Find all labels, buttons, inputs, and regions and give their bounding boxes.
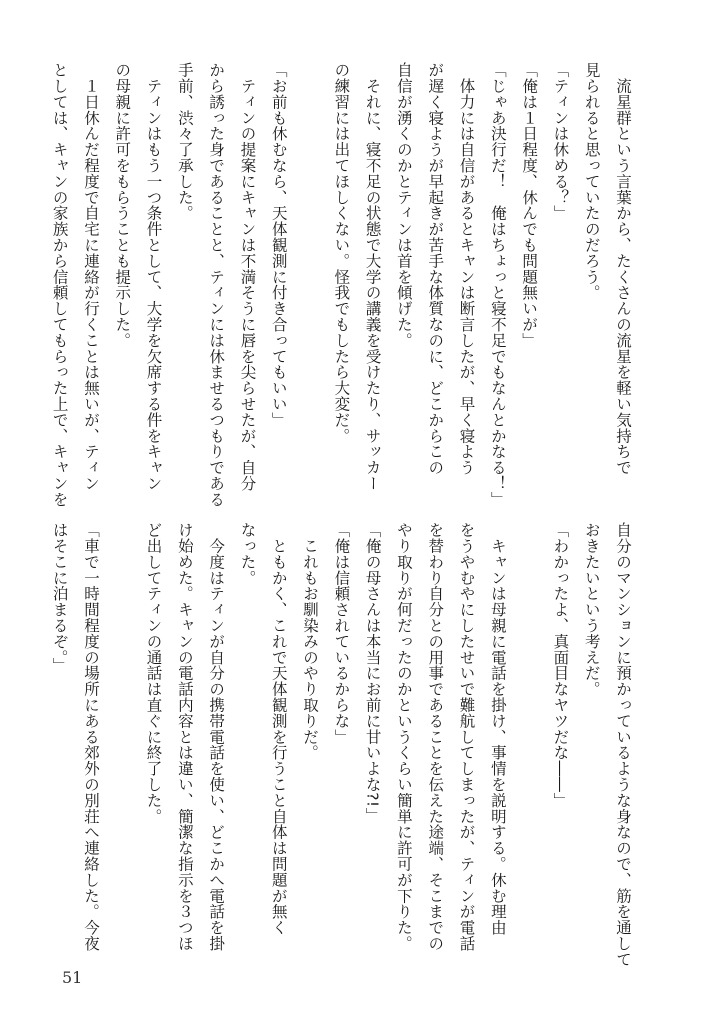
text-line: ティンはもう一つ条件として、大学を欠席する件をキャン	[144, 62, 163, 492]
text-line: おきたいという考えだ。	[582, 522, 601, 697]
text-line: から誘った身であることと、ティンには休ませるつもりである	[207, 62, 226, 508]
text-line: が遅く寝ようが早起きが苦手な体質なのに、どこからこの	[426, 62, 445, 476]
text-line: ティンの提案にキャンは不満そうに唇を尖らせたが、自分	[238, 62, 257, 492]
text-line: 「俺は信頼されているからな」	[332, 522, 351, 745]
text-line: 自分のマンションに預かっているような身なので、筋を通して	[614, 522, 632, 968]
text-line: け始めた。キャンの電話内容とは違い、簡潔な指示を３つほ	[175, 522, 194, 952]
page-number: 51	[62, 968, 83, 987]
text-line	[106, 522, 137, 962]
text-line: 「俺は１日程度、休んでも問題無いが」	[520, 62, 539, 349]
text-line: としては、キャンの家族から信頼してもらった上で、キャンを	[50, 62, 69, 508]
text-line: 「お前も休むなら、天体観測に付き合ってもいい」	[269, 62, 288, 428]
text-line: をうやむやにしたせいで難航してしまったが、ティンが電話	[457, 522, 476, 952]
upper-text-block	[43, 62, 638, 508]
text-line: 手前、渋々了承した。	[175, 62, 194, 221]
text-line: 体力には自信があるとキャンは断言したが、早く寝よう	[457, 62, 476, 476]
text-line: 自信が湧くのかとティンは首を傾げた。	[394, 62, 413, 349]
text-line: それに、寝不足の状態で大学の講義を受けたり、サッカー	[363, 62, 382, 492]
text-line: はそこに泊まるぞ。」	[50, 522, 69, 674]
text-line: 「車で一時間程度の場所にある郊外の別荘へ連絡した。今夜	[81, 522, 100, 952]
text-line: １日休んだ程度で自宅に連絡が行くことは無いが、ティン	[81, 62, 100, 492]
text-line: 今度はティンが自分の携帯電話を使い、どこかへ電話を掛	[207, 522, 226, 952]
text-line: 流星群という言葉から、たくさんの流星を軽い気持ちで	[614, 62, 632, 476]
text-line	[513, 522, 544, 962]
text-line: の練習には出てほしくない。怪我でもしたら大変だ。	[332, 62, 351, 444]
lower-text-block	[43, 522, 638, 968]
text-line: これもお馴染みのやり取りだ。	[301, 522, 320, 761]
text-line: キャンは母親に電話を掛け、事情を説明する。休む理由	[488, 522, 507, 936]
text-line: やり取りが何だったのかというくらい簡単に許可が下りた。	[394, 522, 413, 952]
text-line: 「わかったよ、真面目なヤツだな――」	[551, 522, 570, 809]
text-line: の母親に許可をもらうことも提示した。	[113, 62, 132, 349]
text-line: 「ティンは休める？」	[551, 62, 570, 221]
text-line: を替わり自分との用事であることを伝えた途端、そこまでの	[426, 522, 445, 952]
text-line: ともかく、これで天体観測を行うこと自体は問題が無く	[269, 522, 288, 936]
text-line: なった。	[238, 522, 257, 586]
text-line: 見られると思っていたのだろう。	[582, 62, 601, 301]
text-line	[294, 62, 325, 482]
text-line: 「じゃあ決行だ！ 俺はちょっと寝不足でもなんとかなる！」	[488, 62, 507, 508]
text-line: ど出してティンの通話は直ぐに終了した。	[144, 522, 163, 825]
text-line: 「俺の母さんは本当にお前に甘いよな?!」	[363, 522, 382, 824]
